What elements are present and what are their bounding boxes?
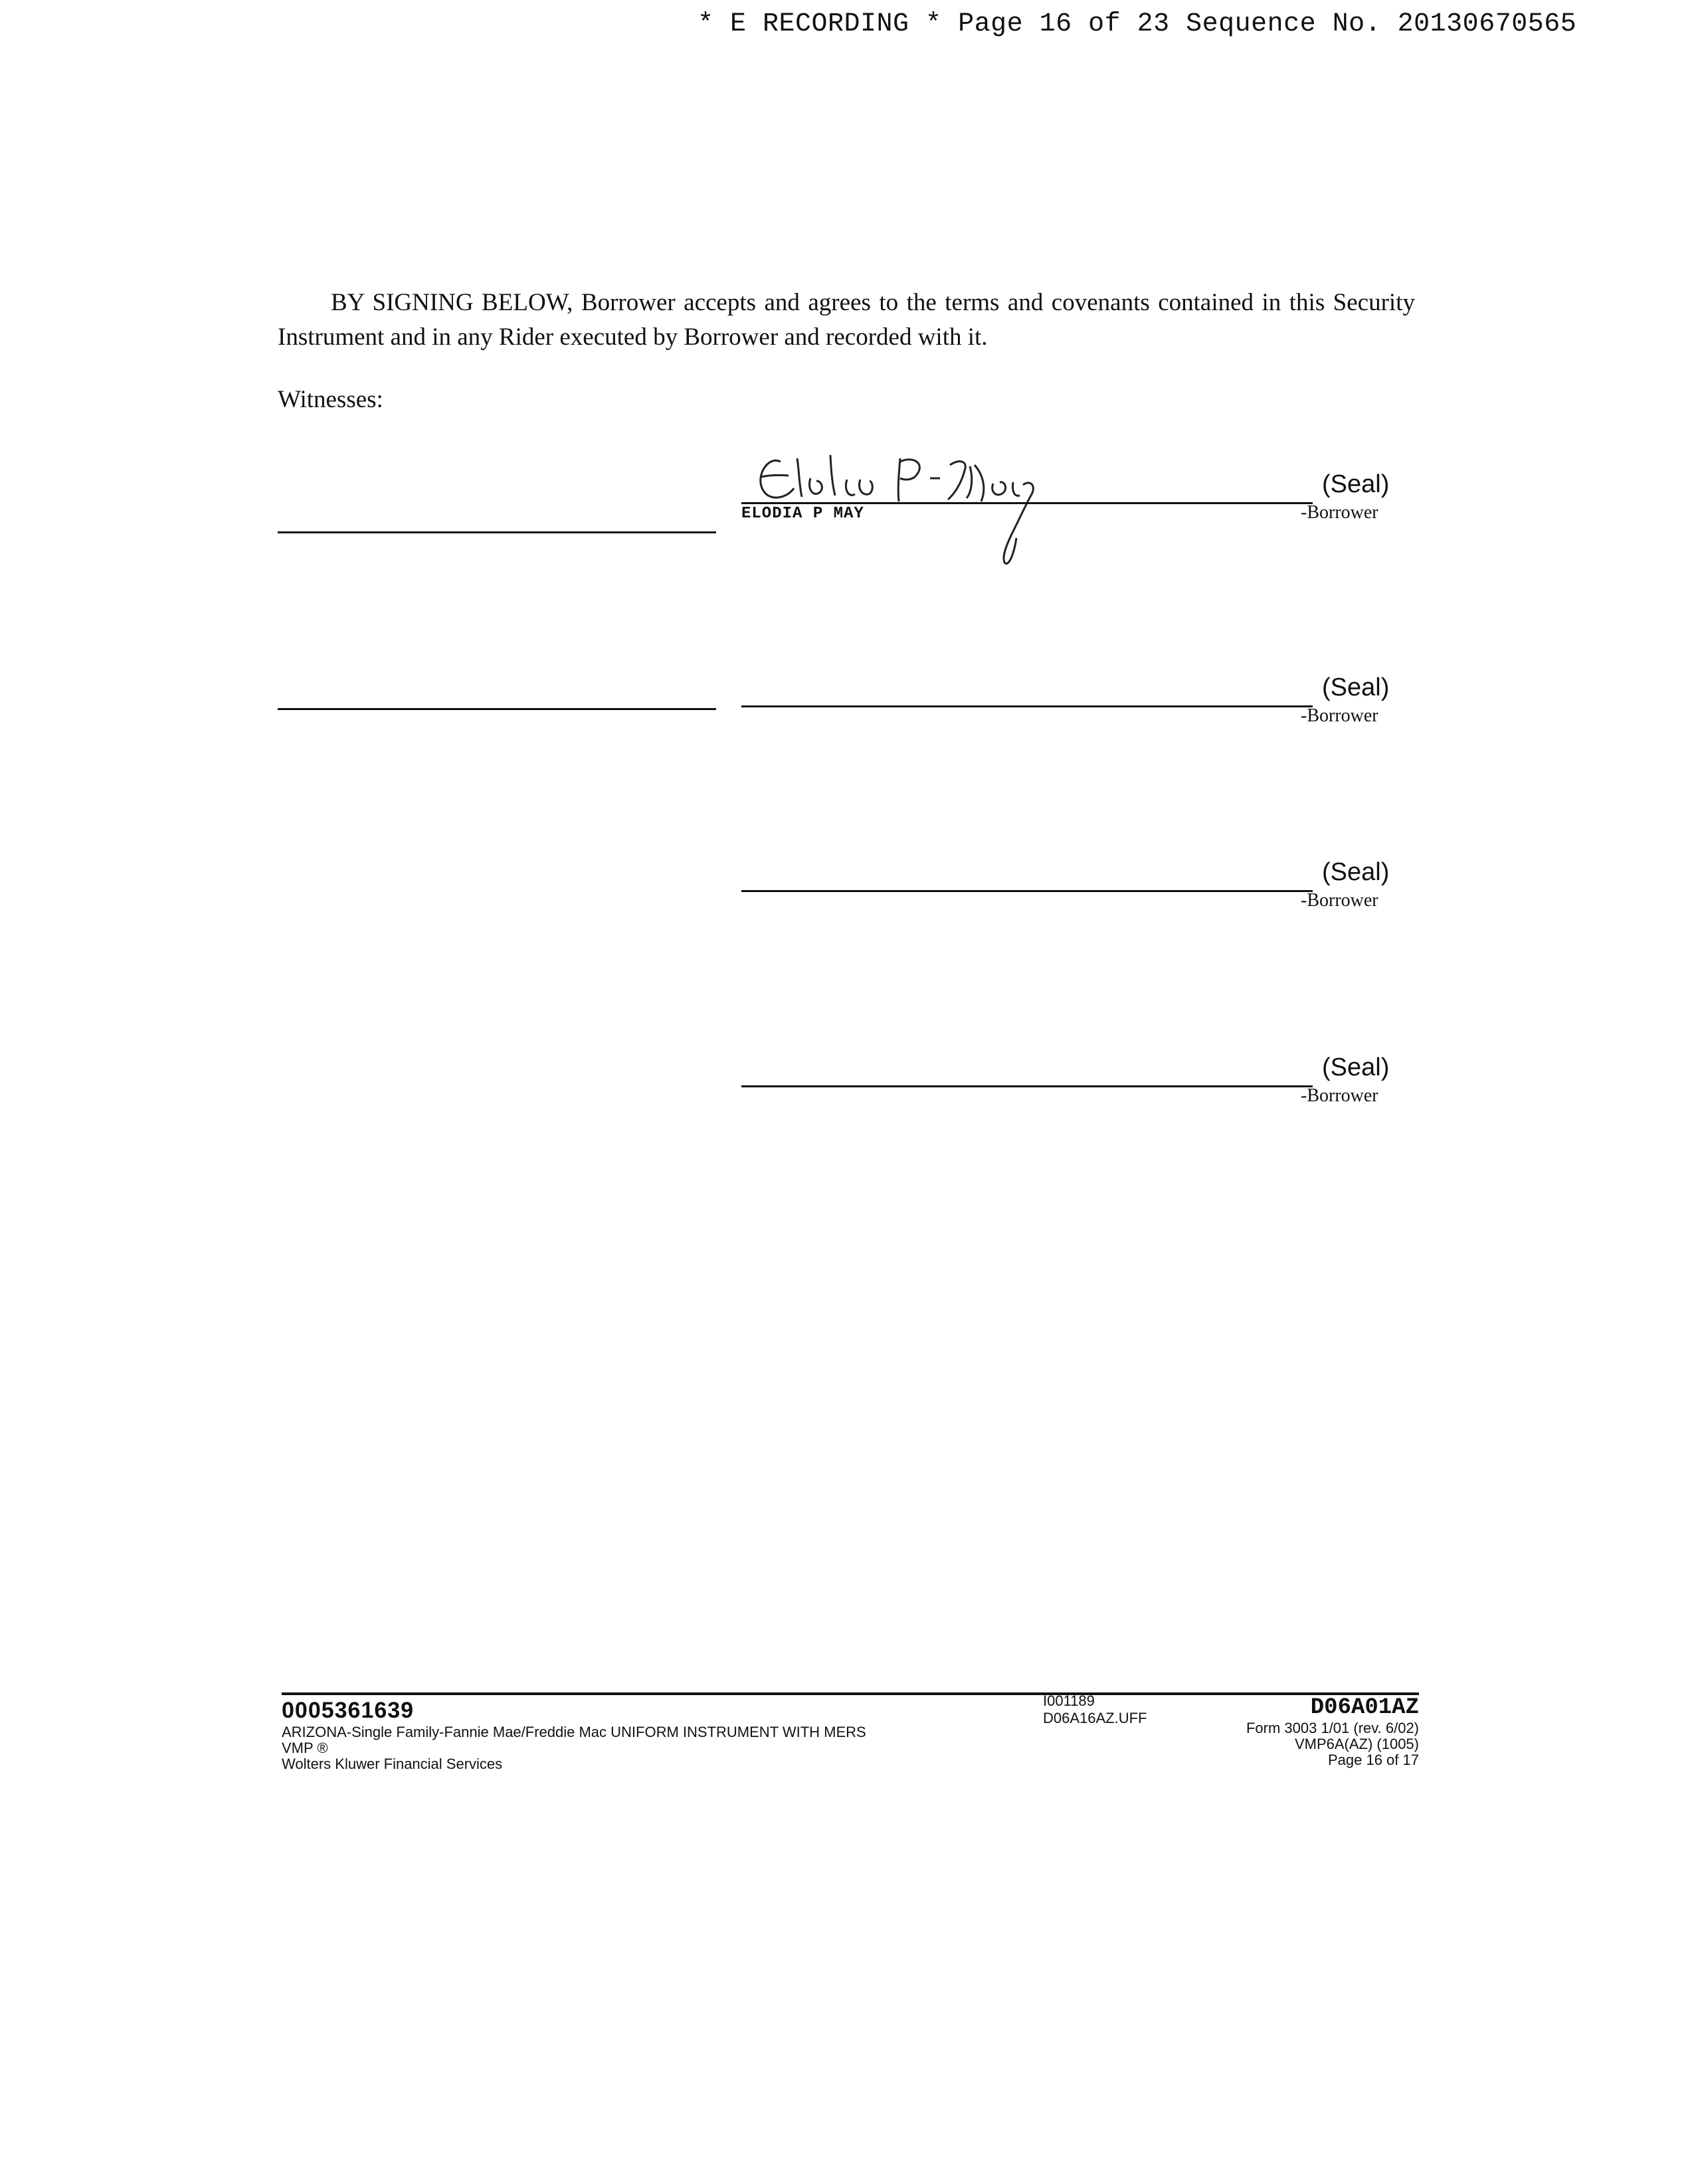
borrower-signature-line-1 [741, 502, 1313, 504]
borrower-signature-line-4 [741, 1085, 1313, 1087]
recording-header: * E RECORDING * Page 16 of 23 Sequence No. 20130670565 [698, 9, 1577, 39]
borrower-role-label: -Borrower [1301, 502, 1378, 523]
vmp-code: VMP6A(AZ) (1005) [1294, 1736, 1419, 1752]
seal-label: (Seal) [1322, 1053, 1390, 1081]
borrower-signature-line-3 [741, 890, 1313, 892]
borrower-role-label: -Borrower [1301, 705, 1378, 726]
witnesses-label: Witnesses: [278, 386, 383, 413]
loan-number: 0005361639 [282, 1698, 415, 1723]
form-code: D06A01AZ [1310, 1695, 1419, 1720]
form-identifier-block [1129, 1695, 1419, 1768]
form-description-line: ARIZONA-Single Family-Fannie Mae/Freddie Mac UNIFORM INSTRUMENT WITH MERS [282, 1724, 866, 1740]
signing-statement: BY SIGNING BELOW, Borrower accepts and agrees to the terms and covenants contained in this Security Instrument and in any Rider executed by Borrower and recorded with it. [278, 289, 1415, 351]
form-code-line: D06A16AZ.UFF [1043, 1710, 1147, 1726]
witness-signature-line-2 [278, 708, 716, 710]
form-description-line: VMP ® [282, 1740, 328, 1756]
form-number: Form 3003 1/01 (rev. 6/02) [1246, 1720, 1419, 1736]
borrower-role-label: -Borrower [1301, 1085, 1378, 1106]
form-code-line: I001189 [1043, 1692, 1095, 1709]
borrower-role-label: -Borrower [1301, 890, 1378, 911]
seal-label: (Seal) [1322, 858, 1390, 886]
seal-label: (Seal) [1322, 674, 1390, 701]
seal-label: (Seal) [1322, 470, 1390, 498]
page-number: Page 16 of 17 [1327, 1752, 1419, 1768]
witness-signature-line-1 [278, 531, 716, 533]
borrower-signature-line-2 [741, 705, 1313, 707]
form-description-line: Wolters Kluwer Financial Services [282, 1756, 503, 1772]
form-description [282, 1724, 866, 1772]
borrower-printed-name: ELODIA P MAY [741, 505, 864, 523]
